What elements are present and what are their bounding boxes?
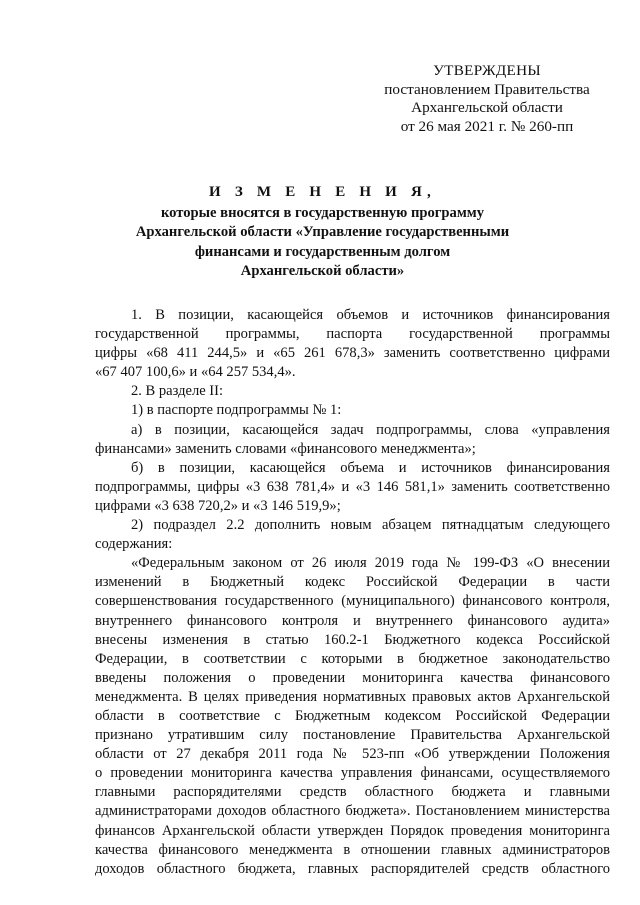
body-line: «67 407 100,6» и «64 257 534,4». xyxy=(95,364,296,381)
body-line: Федерации, в соответствии с которыми в бюджетное законодательство xyxy=(95,650,610,667)
body-line: о проведении мониторинга качества управления финансами, осуществляемого xyxy=(95,765,610,782)
document-body xyxy=(95,306,610,879)
body-line: совершенствования государственного (муниципального) финансового контроля, xyxy=(95,593,610,610)
body-line: введены положения о проведении мониторинга качества финансового xyxy=(95,669,610,686)
body-line: области в соответствие с Бюджетным кодексом Российской Федерации xyxy=(95,707,610,724)
body-line: признано утратившим силу постановление Правительства Архангельской xyxy=(95,727,610,744)
approval-heading: УТВЕРЖДЕНЫ xyxy=(433,62,541,79)
body-line: цифрами «3 638 720,2» и «3 146 519,9»; xyxy=(95,497,341,514)
body-line: 2) подраздел 2.2 дополнить новым абзацем пятнадцатым следующего xyxy=(131,517,610,534)
body-line: подпрограммы, цифры «3 638 781,4» и «3 146 581,1» заменить соответственно xyxy=(95,478,610,495)
body-line: внутреннего финансового контроля и внутреннего финансового аудита» xyxy=(95,612,610,629)
title-line: Архангельской области «Управление государственными xyxy=(135,224,510,240)
approval-line: постановлением Правительства xyxy=(384,80,590,98)
approval-line: от 26 мая 2021 г. № 260-пп xyxy=(400,117,574,135)
title-line: которые вносятся в государственную программу xyxy=(160,204,485,221)
body-line: содержания: xyxy=(95,536,173,553)
body-line: 2. В разделе II: xyxy=(131,383,224,400)
body-line: администраторами доходов областного бюджета». Постановлением министерства xyxy=(95,803,610,820)
body-line: внесены изменения в статью 160.2-1 Бюджетного кодекса Российской xyxy=(95,631,610,648)
body-line: государственной программы, паспорта государственной программы xyxy=(95,326,610,343)
title-word: И З М Е Н Е Н И Я, xyxy=(209,184,436,200)
body-line: 1) в паспорте подпрограммы № 1: xyxy=(131,402,342,419)
title-line: финансами и государственным долгом xyxy=(194,243,451,260)
document-title xyxy=(95,183,550,282)
title-line: Архангельской области» xyxy=(240,263,405,279)
approval-stamp xyxy=(367,62,607,136)
body-line: менеджмента. В целях приведения нормативных правовых актов Архангельской xyxy=(95,688,610,705)
body-line: доходов областного бюджета, главных распорядителей средств областного xyxy=(95,860,610,877)
body-line: главными распорядителями средств областного бюджета и главными xyxy=(95,784,610,801)
body-line: «Федеральным законом от 26 июля 2019 года № 199-ФЗ «О внесении xyxy=(131,555,610,572)
body-line: б) в позиции, касающейся объема и источников финансирования xyxy=(131,459,610,476)
body-line: финансами» заменить словами «финансового менеджмента»; xyxy=(95,440,476,457)
body-line: области от 27 декабря 2011 года № 523-пп «Об утверждении Положения xyxy=(95,746,610,763)
body-line: качества финансового менеджмента в отношении главных администраторов xyxy=(95,841,610,858)
approval-line: Архангельской области xyxy=(411,99,563,116)
body-line: а) в позиции, касающейся задач подпрограммы, слова «управления xyxy=(131,421,610,438)
body-line: финансов Архангельской области утвержден Порядок проведения мониторинга xyxy=(95,822,610,839)
body-line: 1. В позиции, касающейся объемов и источников финансирования xyxy=(131,307,610,323)
body-line: изменений в Бюджетный кодекс Российской Федерации в части xyxy=(95,574,610,591)
body-line: цифры «68 411 244,5» и «65 261 678,3» заменить соответственно цифрами xyxy=(95,345,610,362)
